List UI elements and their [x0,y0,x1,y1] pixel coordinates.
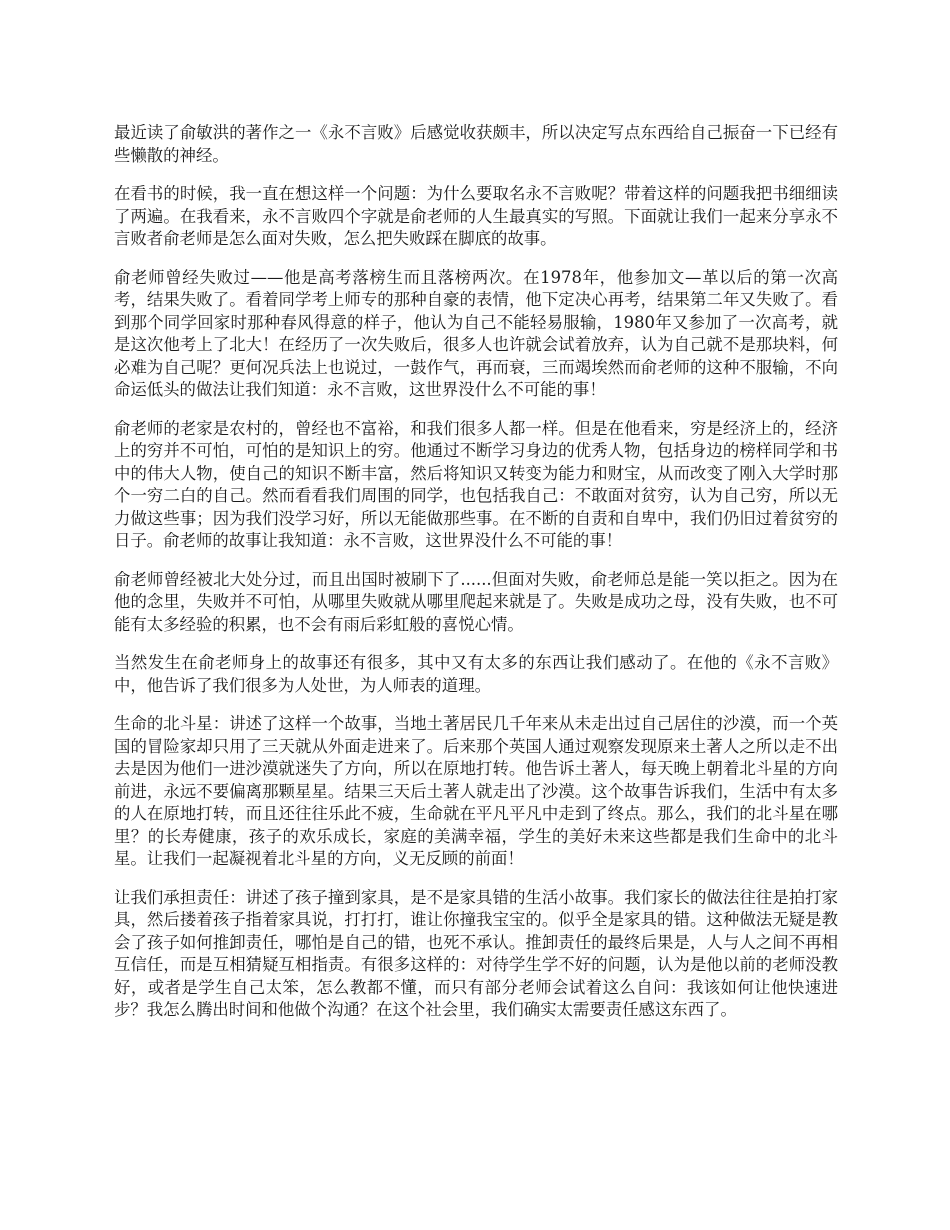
paragraph-responsibility: 让我们承担责任：讲述了孩子撞到家具，是不是家具错的生活小故事。我们家长的做法往往是拍打家具，然后搂着孩子指着家具说，打打打，谁让你撞我宝宝的。似乎全是家具的错。这种做法无疑是教会了孩子如何推卸责任，哪怕是自己的错，也死不承认。推卸责任的最终后果是，人与人之间不再相互信任，而是互相猜疑互相指责。有很多这样的：对待学生学不好的问题，认为是他以前的老师没教好，或者是学生自己太笨，怎么教都不懂，而只有部分老师会试着这么自问：我该如何让他快速进步？我怎么腾出时间和他做个沟通？在这个社会里，我们确实太需要责任感这东西了。 [114,887,838,1019]
paragraph-question: 在看书的时候，我一直在想这样一个问题：为什么要取名永不言败呢？带着这样的问题我把书细细读了两遍。在我看来，永不言败四个字就是俞老师的人生最真实的写照。下面就让我们一起来分享永不言败者俞老师是怎么面对失败，怎么把失败踩在脚底的故事。 [114,184,838,248]
paragraph-poverty: 俞老师的老家是农村的，曾经也不富裕，和我们很多人都一样。但是在他看来，穷是经济上的，经济上的穷并不可怕，可怕的是知识上的穷。他通过不断学习身边的优秀人物，包括身边的榜样同学和书中的伟大人物，使自己的知识不断丰富，然后将知识又转变为能力和财宝，从而改变了刚入大学时那个一穷二白的自己。然而看看我们周围的同学，也包括我自己：不敢面对贫穷，认为自己穷，所以无力做这些事；因为我们没学习好，所以无能做那些事。在不断的自责和自卑中，我们仍旧过着贫穷的日子。俞老师的故事让我知道：永不言败，这世界没什么不可能的事！ [114,418,838,550]
paragraph-more-stories: 当然发生在俞老师身上的故事还有很多，其中又有太多的东西让我们感动了。在他的《永不言败》中，他告诉了我们很多为人处世，为人师表的道理。 [114,653,838,695]
paragraph-setbacks: 俞老师曾经被北大处分过，而且出国时被刷下了......但面对失败，俞老师总是能一笑以拒之。因为在他的念里，失败并不可怕，从哪里失败就从哪里爬起来就是了。失败是成功之母，没有失败，也不可能有太多经验的积累，也不会有雨后彩虹般的喜悦心情。 [114,569,838,634]
paragraph-north-star: 生命的北斗星：讲述了这样一个故事，当地土著居民几千年来从未走出过自己居住的沙漠，而一个英国的冒险家却只用了三天就从外面走进来了。后来那个英国人通过观察发现原来土著人之所以走不出去是因为他们一进沙漠就迷失了方向，所以在原地打转。他告诉土著人，每天晚上朝着北斗星的方向前进，永远不要偏离那颗星星。结果三天后土著人就走出了沙漠。这个故事告诉我们，生活中有太多的人在原地打转，而且还往往乐此不疲，生命就在平凡平凡中走到了终点。那么，我们的北斗星在哪里？的长寿健康，孩子的欢乐成长，家庭的美满幸福，学生的美好未来这些都是我们生命中的北斗星。让我们一起凝视着北斗星的方向，义无反顾的前面！ [114,714,838,868]
paragraph-intro: 最近读了俞敏洪的著作之一《永不言败》后感觉收获颇丰，所以决定写点东西给自己振奋一下已经有些懒散的神经。 [114,123,838,165]
paragraph-exam-failures: 俞老师曾经失败过——他是高考落榜生而且落榜两次。在1978年，他参加文—革以后的第一次高考，结果失败了。看着同学考上师专的那种自豪的表情，他下定决心再考，结果第二年又失败了。看到那个同学回家时那种春风得意的样子，他认为自己不能轻易服输，1980年又参加了一次高考，就是这次他考上了北大！在经历了一次失败后，很多人也许就会试着放弃，认为自己就不是那块料，何必难为自己呢？更何况兵法上也说过，一鼓作气，再而衰，三而竭埃然而俞老师的这种不服输，不向命运低头的做法让我们知道：永不言败，这世界没什么不可能的事！ [114,267,838,399]
